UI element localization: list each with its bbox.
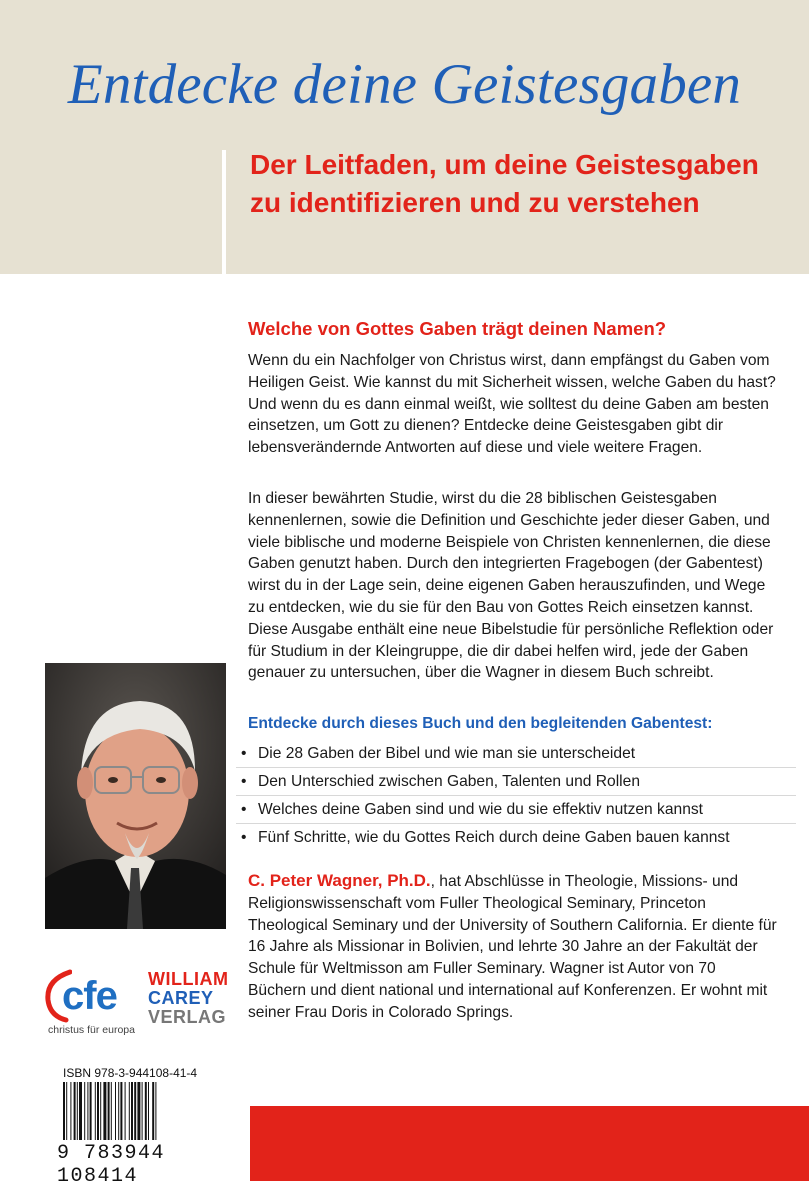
list-heading: Entdecke durch dieses Buch und den begleitenden Gabentest: — [248, 715, 713, 732]
bullet-icon: • — [241, 829, 247, 846]
isbn-digits: 9 783944 108414 — [57, 1142, 166, 1188]
feature-list — [236, 740, 796, 851]
publisher-logo — [42, 966, 232, 1046]
author-photo — [45, 663, 226, 929]
book-title: Entdecke deine Geistesgaben — [67, 53, 742, 116]
publisher-name: WILLIAM CAREY VERLAG — [148, 969, 229, 1027]
bullet-icon: • — [241, 773, 247, 790]
study-paragraph: In dieser bewährten Studie, wirst du die 28 biblischen Geistesgaben kennenlernen, sowie die Definition und Geschichte jeder dieser Gaben, und viele biblische und moderne Beispiele von Christen kennenlernen, die diese Gaben genutzt haben. Durch den integrierten Fragebogen (der Gabentest) wirst du in der Lage sein, deine eigenen Gaben herauszufinden, und Wege zu entdecken, wie du sie für den Bau von Gottes Reich einsetzen kannst. Diese Ausgabe enthält eine neue Bibelstudie für persönliche Reflektion oder für Studium in der Kleingruppe, die dir dabei helfen wird, jede der Gaben genauer zu untersuchen, über die Wagner in diesem Buch schreibt. — [248, 490, 774, 682]
author-name: C. Peter Wagner, Ph.D. — [248, 871, 431, 890]
barcode-icon — [61, 1082, 225, 1142]
question-heading: Welche von Gottes Gaben trägt deinen Namen? — [248, 318, 667, 339]
footer-red-bar — [250, 1106, 809, 1181]
list-item: • Den Unterschied zwischen Gaben, Talenten und Rollen — [236, 768, 796, 796]
book-subtitle: Der Leitfaden, um deine Geistesgaben zu identifizieren und zu verstehen — [250, 149, 759, 218]
author-bio-text: , hat Abschlüsse in Theologie, Missions- und Religionswissenschaft vom Fuller Theological Seminary, Princeton Theological Seminary und der University of Southern California. Er diente für 16 Jahre als Missionar in Bolivien, und lehrte 30 Jahre an der Fakultät der Schule für Weltmisson am Fuller Seminary. Wagner ist Autor von 70 Büchern und dient national und international auf Konferenzen. Er wohnt mit seiner Frau Doris in Colorado Springs. — [248, 873, 777, 1021]
vertical-divider — [222, 150, 226, 338]
isbn-label: ISBN 978-3-944108-41-4 — [63, 1066, 198, 1080]
header-band — [0, 0, 809, 274]
intro-paragraph: Wenn du ein Nachfolger von Christus wirst, dann empfängst du Gaben vom Heiligen Geist. Wie kannst du mit Sicherheit wissen, welche Gaben du hast? Und wenn du es dann einmal weißt, wie solltest du deine Gaben am besten einsetzen, um Gott zu dienen? Entdecke deine Geistesgaben gibt dir lebensverändernde Antworten auf diese und viele weitere Fragen. — [248, 352, 776, 457]
list-item: • Die 28 Gaben der Bibel und wie man sie unterscheidet — [236, 740, 796, 768]
cfe-logo-text: cfe — [62, 974, 117, 1018]
author-bio — [248, 870, 778, 1024]
list-item: • Welches deine Gaben sind und wie du sie effektiv nutzen kannst — [236, 796, 796, 824]
isbn-barcode — [57, 1062, 229, 1188]
bullet-icon: • — [241, 745, 247, 762]
bullet-icon: • — [241, 801, 247, 818]
cfe-tagline: christus für europa — [48, 1024, 135, 1036]
list-item: • Fünf Schritte, wie du Gottes Reich durch deine Gaben bauen kannst — [241, 829, 730, 846]
